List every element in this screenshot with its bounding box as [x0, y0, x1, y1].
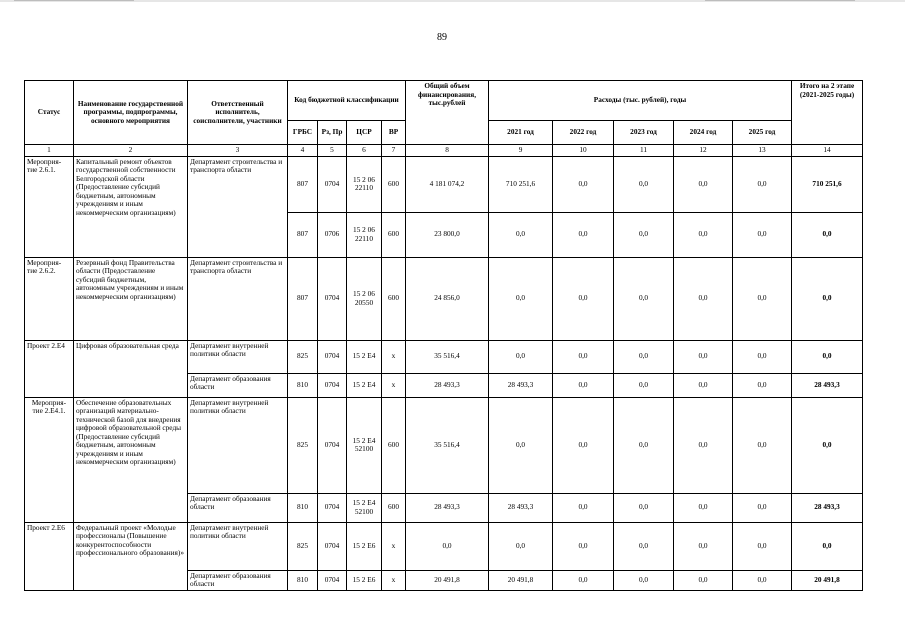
table-row: [25, 522, 863, 570]
cell-csr: 15 2 06 22110: [347, 156, 382, 212]
row-name: Федеральный проект «Молодые профессионалы (Повышение конкурентоспособности профессионального образования)»: [74, 522, 188, 590]
cell-csr: 15 2 06 22110: [347, 212, 382, 257]
cell-2022: 0,0: [553, 212, 614, 257]
cell-2022: 0,0: [553, 493, 614, 522]
cell-volume: 23 800,0: [406, 212, 489, 257]
cell-2022: 0,0: [553, 397, 614, 493]
cell-2025: 0,0: [733, 212, 792, 257]
cell-2021: 0,0: [489, 257, 553, 340]
column-number: 11: [614, 145, 674, 157]
column-number: 10: [553, 145, 614, 157]
column-number: 7: [382, 145, 406, 157]
cell-vr: х: [382, 522, 406, 570]
header-volume: Общий объем финансирования, тыс.рублей: [406, 81, 489, 145]
cell-rzpr: 0704: [318, 570, 347, 590]
cell-2023: 0,0: [614, 570, 674, 590]
cell-grbs: 807: [288, 156, 318, 212]
header-total: Итого на 2 этапе (2021-2025 годы): [792, 81, 863, 145]
cell-2023: 0,0: [614, 373, 674, 397]
row-name: Резервный фонд Правительства области (Предоставление субсидий бюджетным, автономным учреждениям и иным некоммерческим организациям): [74, 257, 188, 340]
cell-rzpr: 0704: [318, 156, 347, 212]
cell-csr: 15 2 06 20550: [347, 257, 382, 340]
cell-volume: 28 493,3: [406, 493, 489, 522]
cell-volume: 24 856,0: [406, 257, 489, 340]
cell-total: 0,0: [792, 257, 863, 340]
cell-total: 20 491,8: [792, 570, 863, 590]
cell-2025: 0,0: [733, 522, 792, 570]
header-executor: Ответственный исполнитель, соисполнители, участники: [188, 81, 288, 145]
cell-vr: 600: [382, 493, 406, 522]
cell-2025: 0,0: [733, 373, 792, 397]
cell-csr: 15 2 Е4: [347, 340, 382, 373]
cell-vr: 600: [382, 156, 406, 212]
cell-2024: 0,0: [674, 373, 733, 397]
cell-total: 0,0: [792, 212, 863, 257]
cell-csr: 15 2 Е4: [347, 373, 382, 397]
cell-2025: 0,0: [733, 397, 792, 493]
row-status: Мероприя-тие 2.6.2.: [25, 257, 74, 340]
header-vr: ВР: [382, 121, 406, 145]
cell-vr: 600: [382, 212, 406, 257]
header-budget-code: Код бюджетной классификации: [288, 81, 406, 121]
row-status: Мероприя-тие 2.Е4.1.: [25, 397, 74, 522]
cell-2021: 28 493,3: [489, 373, 553, 397]
cell-vr: х: [382, 373, 406, 397]
row-executor: Департамент образования области: [188, 570, 288, 590]
cell-csr: 15 2 Е4 52100: [347, 397, 382, 493]
cell-2025: 0,0: [733, 257, 792, 340]
cell-2021: 28 493,3: [489, 493, 553, 522]
cell-rzpr: 0704: [318, 522, 347, 570]
cell-2023: 0,0: [614, 257, 674, 340]
cell-grbs: 807: [288, 212, 318, 257]
header-grbs: ГРБС: [288, 121, 318, 145]
header-2024: 2024 год: [674, 121, 733, 145]
cell-volume: 28 493,3: [406, 373, 489, 397]
cell-total: 28 493,3: [792, 373, 863, 397]
cell-total: 0,0: [792, 522, 863, 570]
row-executor: Департамент образования области: [188, 373, 288, 397]
cell-rzpr: 0704: [318, 340, 347, 373]
cell-2023: 0,0: [614, 156, 674, 212]
cell-csr: 15 2 Е6: [347, 570, 382, 590]
cell-2022: 0,0: [553, 373, 614, 397]
cell-total: 0,0: [792, 340, 863, 373]
cell-vr: х: [382, 570, 406, 590]
cell-2021: 710 251,6: [489, 156, 553, 212]
header-2022: 2022 год: [553, 121, 614, 145]
cell-csr: 15 2 Е6: [347, 522, 382, 570]
cell-2021: 0,0: [489, 340, 553, 373]
row-status: Мероприя-тие 2.6.1.: [25, 156, 74, 257]
cell-2021: 0,0: [489, 522, 553, 570]
cell-2023: 0,0: [614, 522, 674, 570]
cell-2024: 0,0: [674, 397, 733, 493]
row-status: Проект 2.Е6: [25, 522, 74, 590]
column-number: 1: [25, 145, 74, 157]
column-number: 9: [489, 145, 553, 157]
row-executor: [188, 212, 288, 257]
cell-2022: 0,0: [553, 522, 614, 570]
cell-2024: 0,0: [674, 156, 733, 212]
cell-rzpr: 0706: [318, 212, 347, 257]
cell-total: 28 493,3: [792, 493, 863, 522]
row-executor: Департамент внутренней политики области: [188, 340, 288, 373]
cell-grbs: 825: [288, 340, 318, 373]
cell-2024: 0,0: [674, 340, 733, 373]
column-number: 6: [347, 145, 382, 157]
header-csr: ЦСР: [347, 121, 382, 145]
cell-2022: 0,0: [553, 257, 614, 340]
cell-total: 710 251,6: [792, 156, 863, 212]
cell-2024: 0,0: [674, 493, 733, 522]
row-executor: Департамент строительства и транспорта области: [188, 257, 288, 340]
cell-2024: 0,0: [674, 212, 733, 257]
cell-2025: 0,0: [733, 493, 792, 522]
column-number: 13: [733, 145, 792, 157]
column-number: 8: [406, 145, 489, 157]
cell-2024: 0,0: [674, 522, 733, 570]
cell-2021: 0,0: [489, 397, 553, 493]
scan-mark-left: [14, 0, 134, 1]
cell-grbs: 807: [288, 257, 318, 340]
column-number: 3: [188, 145, 288, 157]
table-row: [25, 340, 863, 373]
header-expenses: Расходы (тыс. рублей), годы: [489, 81, 792, 121]
cell-volume: 0,0: [406, 522, 489, 570]
column-number: 14: [792, 145, 863, 157]
cell-2023: 0,0: [614, 340, 674, 373]
cell-rzpr: 0704: [318, 397, 347, 493]
cell-vr: 600: [382, 397, 406, 493]
cell-volume: 35 516,4: [406, 397, 489, 493]
header-name: Наименование государственной программы, подпрограммы, основного мероприятия: [74, 81, 188, 145]
row-name: Капитальный ремонт объектов государственной собственности Белгородской области (Предоставление субсидий бюджетным, автономным учреждениям и иным некоммерческим организациям): [74, 156, 188, 257]
table-row: [25, 156, 863, 212]
cell-grbs: 825: [288, 522, 318, 570]
row-executor: Департамент строительства и транспорта области: [188, 156, 288, 212]
cell-2022: 0,0: [553, 156, 614, 212]
column-number: 5: [318, 145, 347, 157]
page-number: 89: [437, 32, 447, 43]
cell-2024: 0,0: [674, 570, 733, 590]
row-executor: Департамент внутренней политики области: [188, 522, 288, 570]
header-status: Статус: [25, 81, 74, 145]
header-2025: 2025 год: [733, 121, 792, 145]
cell-2023: 0,0: [614, 212, 674, 257]
cell-2025: 0,0: [733, 570, 792, 590]
header-rzpr: Рз, Пр: [318, 121, 347, 145]
cell-volume: 4 181 074,2: [406, 156, 489, 212]
cell-volume: 35 516,4: [406, 340, 489, 373]
cell-grbs: 810: [288, 493, 318, 522]
cell-grbs: 810: [288, 570, 318, 590]
row-name: Обеспечение образовательных организаций материально-технической базой для внедрения цифровой образовательной среды (Предоставление субсидий бюджетным, автономным учреждениям и иным некоммерческим организациям): [74, 397, 188, 522]
header-2021: 2021 год: [489, 121, 553, 145]
cell-volume: 20 491,8: [406, 570, 489, 590]
cell-vr: 600: [382, 257, 406, 340]
cell-2022: 0,0: [553, 570, 614, 590]
table-row: [25, 397, 863, 493]
column-number: 4: [288, 145, 318, 157]
cell-rzpr: 0704: [318, 257, 347, 340]
cell-2024: 0,0: [674, 257, 733, 340]
scan-mark-right: [705, 0, 855, 1]
cell-rzpr: 0704: [318, 493, 347, 522]
cell-2021: 0,0: [489, 212, 553, 257]
table-row: [25, 257, 863, 340]
column-number-row: [25, 145, 863, 157]
budget-table: [24, 80, 863, 591]
cell-2025: 0,0: [733, 340, 792, 373]
cell-vr: х: [382, 340, 406, 373]
cell-2023: 0,0: [614, 397, 674, 493]
header-2023: 2023 год: [614, 121, 674, 145]
cell-2023: 0,0: [614, 493, 674, 522]
cell-2021: 20 491,8: [489, 570, 553, 590]
cell-2025: 0,0: [733, 156, 792, 212]
cell-2022: 0,0: [553, 340, 614, 373]
row-executor: Департамент образования области: [188, 493, 288, 522]
cell-grbs: 825: [288, 397, 318, 493]
row-status: Проект 2.Е4: [25, 340, 74, 397]
header-row-1: [25, 81, 863, 121]
cell-csr: 15 2 Е4 52100: [347, 493, 382, 522]
row-executor: Департамент внутренней политики области: [188, 397, 288, 493]
cell-total: 0,0: [792, 397, 863, 493]
column-number: 2: [74, 145, 188, 157]
column-number: 12: [674, 145, 733, 157]
cell-grbs: 810: [288, 373, 318, 397]
row-name: Цифровая образовательная среда: [74, 340, 188, 397]
cell-rzpr: 0704: [318, 373, 347, 397]
